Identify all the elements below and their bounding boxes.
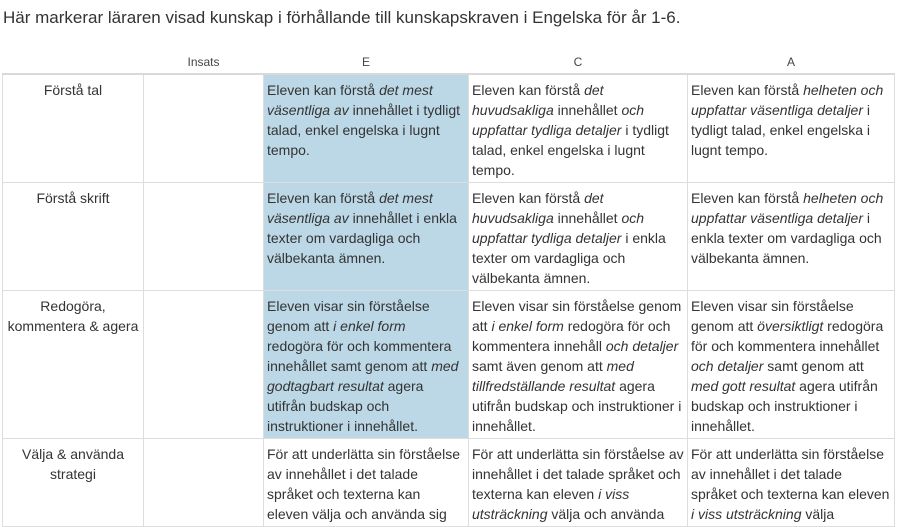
criterion-text: För att underlätta sin förståelse av innehållet i det talade språket och texterna kan eleven välja och använda sig — [267, 446, 460, 522]
criterion-label: Förstå tal — [3, 74, 144, 183]
criterion-header — [3, 50, 144, 74]
criterion-row — [3, 439, 895, 527]
insats-cell[interactable] — [144, 291, 264, 439]
criterion-text: agera utifrån budskap och instruktioner i innehållet. — [267, 378, 424, 434]
emphasis-text: och detaljer — [691, 358, 764, 374]
criterion-label: Redogöra, kommentera & agera — [3, 291, 144, 439]
criterion-text: i tydligt talad, enkel engelska i lugnt tempo. — [691, 102, 870, 158]
grade-c-cell[interactable] — [469, 183, 688, 291]
criterion-row — [3, 74, 895, 183]
criterion-text: Eleven visar sin förståelse genom att — [472, 298, 682, 334]
insats-cell[interactable] — [144, 74, 264, 183]
grade-c-cell[interactable] — [469, 439, 688, 527]
emphasis-text: helheten och uppfattar väsentliga detaljer — [691, 82, 884, 118]
criterion-text: Eleven kan förstå — [267, 190, 380, 206]
grade-a-cell[interactable] — [688, 439, 895, 527]
emphasis-text: helheten och uppfattar väsentliga detaljer — [691, 190, 884, 226]
criterion-text: innehållet — [553, 210, 622, 226]
criterion-text: Eleven kan förstå — [472, 190, 585, 206]
intro-text: Här markerar läraren visad kunskap i förhållande till kunskapskraven i Engelska för år 1-6. — [3, 8, 681, 27]
emphasis-text: i enkel form — [333, 318, 406, 334]
insats-header: Insats — [144, 50, 264, 74]
emphasis-text: och detaljer — [605, 338, 679, 354]
emphasis-text: det mest väsentliga av — [267, 190, 433, 226]
criterion-row — [3, 183, 895, 291]
criterion-text: Eleven kan förstå — [691, 82, 804, 98]
criterion-row — [3, 291, 895, 439]
emphasis-text: det huvudsakliga — [472, 82, 604, 118]
criterion-text: För att underlätta sin förståelse av innehållet i det talade språket och texterna kan eleven — [472, 446, 684, 502]
emphasis-text: det huvudsakliga — [472, 190, 604, 226]
criterion-text: Eleven visar sin förståelse genom att — [691, 298, 854, 334]
header-row — [3, 50, 895, 74]
emphasis-text: med godtagbart resultat — [267, 358, 459, 394]
criterion-text: välja och använda — [547, 506, 665, 522]
emphasis-text: i viss utsträckning — [472, 486, 630, 522]
grade-c-cell[interactable] — [469, 291, 688, 439]
grade-e-cell[interactable] — [264, 183, 469, 291]
criterion-text: Eleven kan förstå — [267, 82, 380, 98]
grade-a-cell[interactable] — [688, 183, 895, 291]
emphasis-text: det mest väsentliga av — [267, 82, 433, 118]
criterion-text: samt även genom att — [472, 358, 607, 374]
criterion-text: Eleven visar sin förståelse genom att — [267, 298, 430, 334]
emphasis-text: med tillfredställande resultat — [472, 358, 634, 394]
criterion-text: i enkla texter om vardagliga och välbekanta ämnen. — [472, 230, 666, 286]
criterion-text: i tydligt talad, enkel engelska i lugnt tempo. — [472, 122, 669, 178]
criterion-text: redogöra för och kommentera innehållet samt genom att — [267, 338, 452, 374]
criterion-text: redogöra för och kommentera innehåll — [472, 318, 671, 354]
emphasis-text: i viss utsträckning — [691, 506, 802, 522]
criterion-text: innehållet i tydligt talad, enkel engelska i lugnt tempo. — [267, 102, 461, 158]
matrix-body — [3, 74, 895, 527]
grade-c-header: C — [469, 50, 688, 74]
criterion-text: välja — [801, 506, 835, 522]
grade-a-header: A — [688, 50, 895, 74]
emphasis-text: och uppfattar tydliga detaljer — [472, 102, 645, 138]
insats-cell[interactable] — [144, 183, 264, 291]
emphasis-text: och uppfattar tydliga detaljer — [472, 210, 645, 246]
criterion-text: För att underlätta sin förståelse av innehållet i det talade språket och texterna kan eleven — [691, 446, 890, 502]
insats-cell[interactable] — [144, 439, 264, 527]
assessment-matrix — [2, 50, 895, 527]
criterion-text: innehållet i enkla texter om vardagliga och välbekanta ämnen. — [267, 210, 457, 266]
criterion-text: agera utifrån budskap och instruktioner i innehållet. — [472, 378, 682, 434]
grade-e-cell[interactable] — [264, 439, 469, 527]
criterion-text: Eleven kan förstå — [691, 190, 804, 206]
criterion-text: agera utifrån budskap och instruktioner i innehållet. — [691, 378, 878, 434]
grade-e-header: E — [264, 50, 469, 74]
criterion-text: Eleven kan förstå — [472, 82, 585, 98]
criterion-text: innehållet — [553, 102, 622, 118]
grade-a-cell[interactable] — [688, 291, 895, 439]
criterion-text: samt genom att — [763, 358, 864, 374]
grade-a-cell[interactable] — [688, 74, 895, 183]
criterion-text: i enkla texter om vardagliga och välbekanta ämnen. — [691, 210, 882, 266]
emphasis-text: översiktligt — [757, 318, 824, 334]
grade-c-cell[interactable] — [469, 74, 688, 183]
grade-e-cell[interactable] — [264, 291, 469, 439]
emphasis-text: med gott resultat — [691, 378, 796, 394]
emphasis-text: i enkel form — [491, 318, 564, 334]
grade-e-cell[interactable] — [264, 74, 469, 183]
criterion-text: redogöra för och kommentera innehållet — [691, 318, 884, 354]
criterion-label: Välja & använda strategi — [3, 439, 144, 527]
criterion-label: Förstå skrift — [3, 183, 144, 291]
